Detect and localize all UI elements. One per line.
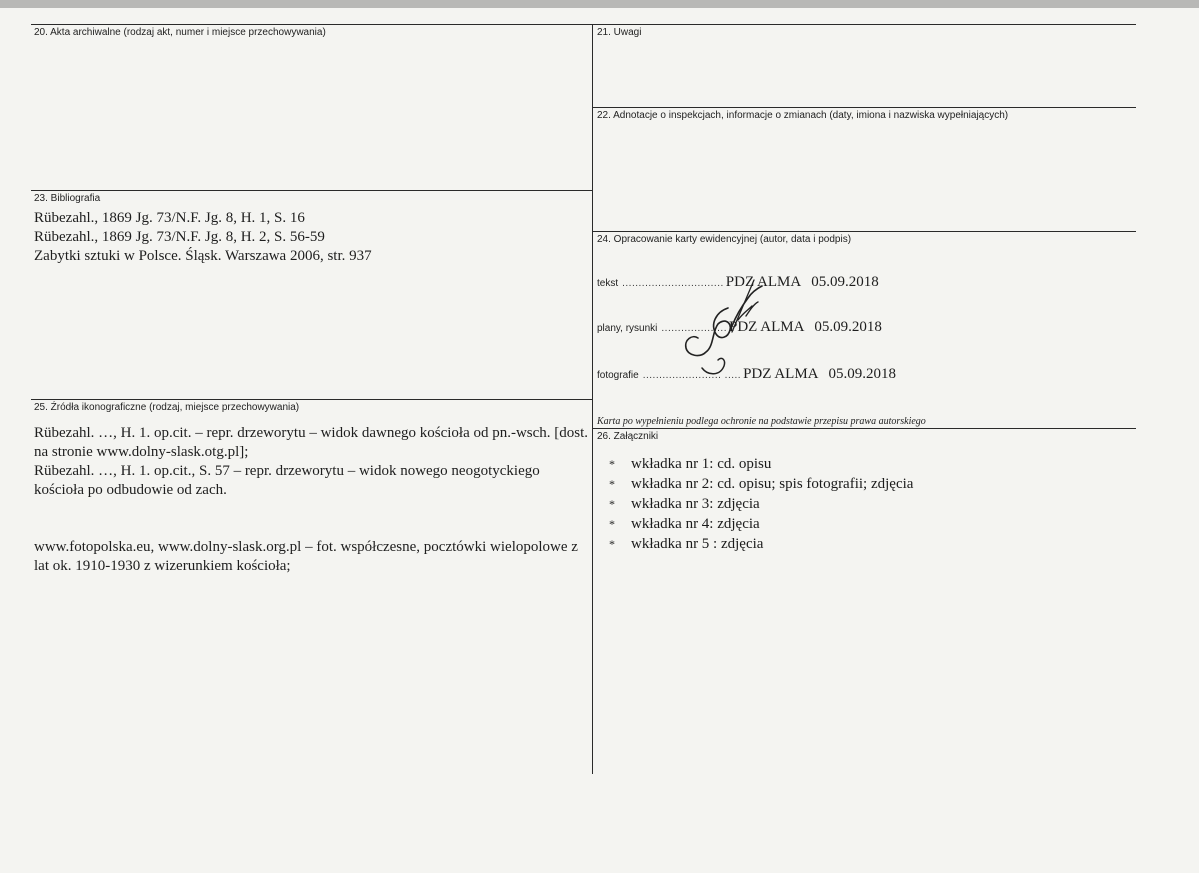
list-item [609,534,913,554]
attachment-label: wkładka nr 2: cd. opisu; spis fotografii; zdjęcia [631,476,914,492]
bullet-icon: * [609,497,615,511]
source-paragraph: Rübezahl. …, H. 1. op.cit., S. 57 – repr. drzeworytu – widok nowego neogotyckiego kościoła po odbudowie od zach. [34,463,540,498]
copyright-note: Karta po wypełnieniu podlega ochronie na podstawie przepisu prawa autorskiego [597,416,926,427]
author-name: PDZ ALMA [725,274,802,290]
source-paragraph: www.fotopolska.eu, www.dolny-slask.org.pl – fot. współczesne, pocztówki wielopolowe z lat ok. 1910-1930 z wizerunkiem kościoła; [34,539,578,574]
iconographic-sources [34,424,589,576]
section-25-label: 25. Źródła ikonograficzne (rodzaj, miejsce przechowywania) [34,402,300,413]
section-20-label: 20. Akta archiwalne (rodzaj akt, numer i miejsce przechowywania) [34,27,326,38]
section-21-label: 21. Uwagi [597,27,642,38]
source-paragraph: Rübezahl. …, H. 1. op.cit. – repr. drzeworytu – widok dawnego kościoła od pn.-wsch. [dost. na stronie www.dolny-slask.otg.pl]; [34,425,589,460]
section-26-label: 26. Załączniki [597,431,659,442]
handwritten-signature [672,276,772,386]
author-row-label: tekst [597,278,619,289]
author-name: PDZ ALMA [728,319,805,335]
section-24-label: 24. Opracowanie karty ewidencyjnej (autor, data i podpis) [597,234,852,245]
bibliography-entry: Rübezahl., 1869 Jg. 73/N.F. Jg. 8, H. 1, S. 16 [34,210,305,226]
scan-top-edge [0,0,1199,8]
bullet-icon: * [609,517,615,531]
section-22-label: 22. Adnotacje o inspekcjach, informacje o zmianach (daty, imiona i nazwiska wypełniających) [597,110,1009,121]
list-item [609,474,913,494]
bibliography-entry: Rübezahl., 1869 Jg. 73/N.F. Jg. 8, H. 2, S. 56-59 [34,229,325,245]
dotted-fill: ........................ ..... [642,370,742,381]
list-item [609,494,913,514]
author-date: 05.09.2018 [828,366,896,382]
author-name: PDZ ALMA [743,366,819,382]
attachment-label: wkładka nr 3: zdjęcia [631,496,760,512]
attachment-label: wkładka nr 5 : zdjęcia [631,536,764,552]
rule-25 [31,399,592,400]
rule-22 [593,107,1136,108]
list-item [609,514,913,534]
bibliography-list [34,209,372,266]
author-row-label: plany, rysunki [597,323,658,334]
rule-26 [593,428,1136,429]
attachment-label: wkładka nr 1: cd. opisu [631,456,772,472]
bibliography-entry: Zabytki sztuki w Polsce. Śląsk. Warszawa 2006, str. 937 [34,248,372,264]
author-date: 05.09.2018 [814,319,882,335]
rule-24 [593,231,1136,232]
rule-center [592,24,593,774]
rule-23 [31,190,592,191]
rule-top [31,24,1136,25]
bullet-icon: * [609,477,615,491]
bullet-icon: * [609,457,615,471]
attachments-list [609,454,913,554]
section-23-label: 23. Bibliografia [34,193,101,204]
attachment-label: wkładka nr 4: zdjęcia [631,516,760,532]
dotted-fill: ............................... [622,278,724,289]
author-row-label: fotografie [597,370,639,381]
bullet-icon: * [609,537,615,551]
list-item [609,454,913,474]
author-date: 05.09.2018 [811,274,879,290]
dotted-fill: .................... [661,323,727,334]
